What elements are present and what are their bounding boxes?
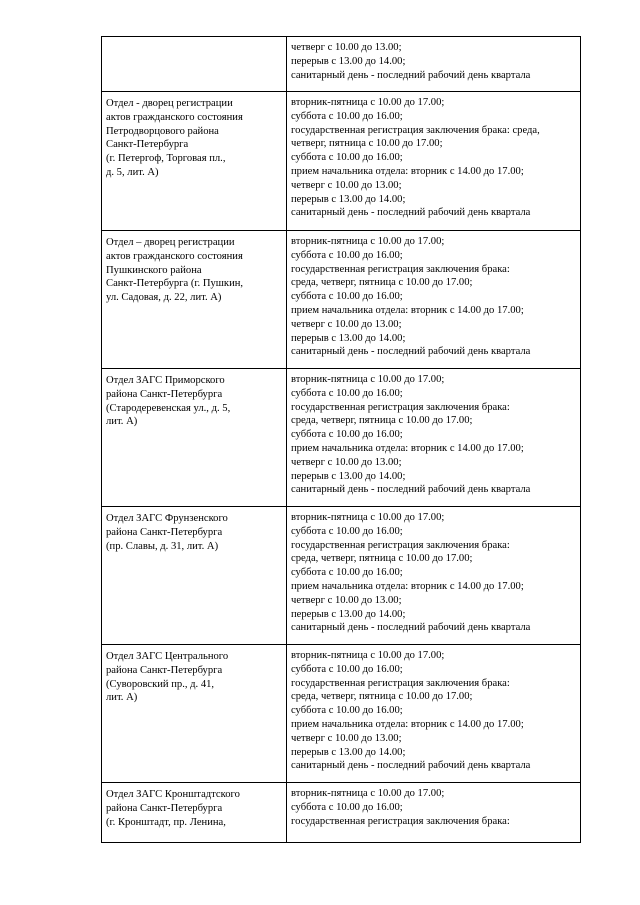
schedule-line: государственная регистрация заключения брака: среда,: [291, 124, 540, 136]
table-row: [102, 783, 581, 843]
schedule-line: перерыв с 13.00 до 14.00;: [291, 746, 406, 758]
schedule-line: прием начальника отдела: вторник с 14.00 до 17.00;: [291, 718, 524, 730]
schedule-line: перерыв с 13.00 до 14.00;: [291, 193, 406, 205]
office-line: актов гражданского состояния: [106, 250, 243, 262]
table-row: [102, 92, 581, 231]
table-row: [102, 231, 581, 369]
schedule-cell: [287, 645, 581, 783]
schedule-line: прием начальника отдела: вторник с 14.00 до 17.00;: [291, 165, 524, 177]
schedule-line: прием начальника отдела: вторник с 14.00 до 17.00;: [291, 442, 524, 454]
schedule-line: прием начальника отдела: вторник с 14.00 до 17.00;: [291, 304, 524, 316]
office-line: Отдел – дворец регистрации: [106, 237, 235, 248]
schedule-line: вторник-пятница с 10.00 до 17.00;: [291, 788, 445, 799]
office-line: района Санкт-Петербурга: [106, 388, 223, 400]
office-line: района Санкт-Петербурга: [106, 664, 223, 676]
schedule-line: суббота с 10.00 до 16.00;: [291, 152, 403, 164]
schedule-line: государственная регистрация заключения брака:: [291, 401, 510, 413]
schedule-line: санитарный день - последний рабочий день квартала: [291, 484, 531, 496]
schedule-cell: [287, 507, 581, 645]
schedule-cell: [287, 37, 581, 92]
table-row: [102, 507, 581, 645]
schedule-cell: [287, 369, 581, 507]
schedule-line: среда, четверг, пятница с 10.00 до 17.00;: [291, 691, 473, 703]
schedule-line: четверг, пятница с 10.00 до 17.00;: [291, 138, 443, 150]
office-line: Пушкинского района: [106, 264, 202, 276]
office-line: Отдел ЗАГС Центрального: [106, 651, 229, 662]
office-line: района Санкт-Петербурга: [106, 802, 223, 814]
schedule-line: государственная регистрация заключения брака:: [291, 815, 510, 827]
schedule-line: перерыв с 13.00 до 14.00;: [291, 55, 406, 67]
schedule-line: среда, четверг, пятница с 10.00 до 17.00;: [291, 277, 473, 289]
schedule-table-body: [102, 37, 581, 843]
schedule-line: суббота с 10.00 до 16.00;: [291, 663, 403, 675]
office-line: (г. Петергоф, Торговая пл.,: [106, 153, 226, 165]
schedule-line: санитарный день - последний рабочий день квартала: [291, 346, 531, 358]
schedule-cell: [287, 231, 581, 369]
office-line: лит. А): [106, 416, 138, 428]
schedule-table: [101, 36, 581, 843]
office-line: ул. Садовая, д. 22, лит. А): [106, 292, 222, 304]
schedule-line: среда, четверг, пятница с 10.00 до 17.00;: [291, 415, 473, 427]
office-line: лит. А): [106, 692, 138, 704]
schedule-line: суббота с 10.00 до 16.00;: [291, 429, 403, 441]
schedule-line: четверг с 10.00 до 13.00;: [291, 594, 402, 606]
schedule-line: четверг с 10.00 до 13.00;: [291, 179, 402, 191]
schedule-line: суббота с 10.00 до 16.00;: [291, 387, 403, 399]
schedule-line: суббота с 10.00 до 16.00;: [291, 567, 403, 579]
schedule-cell: [287, 783, 581, 843]
table-row: [102, 37, 581, 92]
office-line: Санкт-Петербурга (г. Пушкин,: [106, 278, 244, 290]
schedule-line: суббота с 10.00 до 16.00;: [291, 291, 403, 303]
office-line: (г. Кронштадт, пр. Ленина,: [106, 816, 226, 828]
office-name-cell: [102, 231, 287, 369]
office-line: д. 5, лит. А): [106, 166, 159, 178]
schedule-line: суббота с 10.00 до 16.00;: [291, 525, 403, 537]
office-line: (Стародеревенская ул., д. 5,: [106, 402, 231, 414]
office-name-cell: [102, 783, 287, 843]
office-line: Отдел - дворец регистрации: [106, 98, 233, 109]
office-line: актов гражданского состояния: [106, 111, 243, 123]
schedule-line: четверг с 10.00 до 13.00;: [291, 318, 402, 330]
office-line: Отдел ЗАГС Приморского: [106, 375, 225, 386]
schedule-line: перерыв с 13.00 до 14.00;: [291, 608, 406, 620]
schedule-line: санитарный день - последний рабочий день квартала: [291, 69, 531, 81]
schedule-line: вторник-пятница с 10.00 до 17.00;: [291, 650, 445, 661]
office-line: района Санкт-Петербурга: [106, 526, 223, 538]
schedule-line: санитарный день - последний рабочий день квартала: [291, 207, 531, 219]
office-name-cell: [102, 92, 287, 231]
schedule-line: санитарный день - последний рабочий день квартала: [291, 760, 531, 772]
office-line: Санкт-Петербурга: [106, 139, 189, 151]
schedule-line: перерыв с 13.00 до 14.00;: [291, 332, 406, 344]
office-name-cell: [102, 369, 287, 507]
schedule-line: вторник-пятница с 10.00 до 17.00;: [291, 512, 445, 523]
schedule-line: вторник-пятница с 10.00 до 17.00;: [291, 236, 445, 247]
table-row: [102, 369, 581, 507]
schedule-line: вторник-пятница с 10.00 до 17.00;: [291, 97, 445, 108]
schedule-line: вторник-пятница с 10.00 до 17.00;: [291, 374, 445, 385]
schedule-line: государственная регистрация заключения брака:: [291, 677, 510, 689]
schedule-line: перерыв с 13.00 до 14.00;: [291, 470, 406, 482]
schedule-line: четверг с 10.00 до 13.00;: [291, 42, 402, 53]
table-row: [102, 645, 581, 783]
schedule-line: суббота с 10.00 до 16.00;: [291, 801, 403, 813]
schedule-line: суббота с 10.00 до 16.00;: [291, 249, 403, 261]
schedule-cell: [287, 92, 581, 231]
office-name-cell: [102, 507, 287, 645]
office-name-cell: [102, 645, 287, 783]
schedule-line: среда, четверг, пятница с 10.00 до 17.00;: [291, 553, 473, 565]
schedule-line: государственная регистрация заключения брака:: [291, 539, 510, 551]
schedule-line: государственная регистрация заключения брака:: [291, 263, 510, 275]
schedule-line: четверг с 10.00 до 13.00;: [291, 732, 402, 744]
schedule-line: санитарный день - последний рабочий день квартала: [291, 622, 531, 634]
office-line: Отдел ЗАГС Кронштадтского: [106, 789, 240, 800]
schedule-line: прием начальника отдела: вторник с 14.00 до 17.00;: [291, 580, 524, 592]
schedule-line: суббота с 10.00 до 16.00;: [291, 705, 403, 717]
office-line: (Суворовский пр., д. 41,: [106, 678, 215, 690]
office-line: (пр. Славы, д. 31, лит. А): [106, 540, 219, 552]
schedule-line: суббота с 10.00 до 16.00;: [291, 110, 403, 122]
office-line: Петродворцового района: [106, 125, 219, 137]
office-name-cell: [102, 37, 287, 92]
office-line: Отдел ЗАГС Фрунзенского: [106, 513, 228, 524]
schedule-line: четверг с 10.00 до 13.00;: [291, 456, 402, 468]
